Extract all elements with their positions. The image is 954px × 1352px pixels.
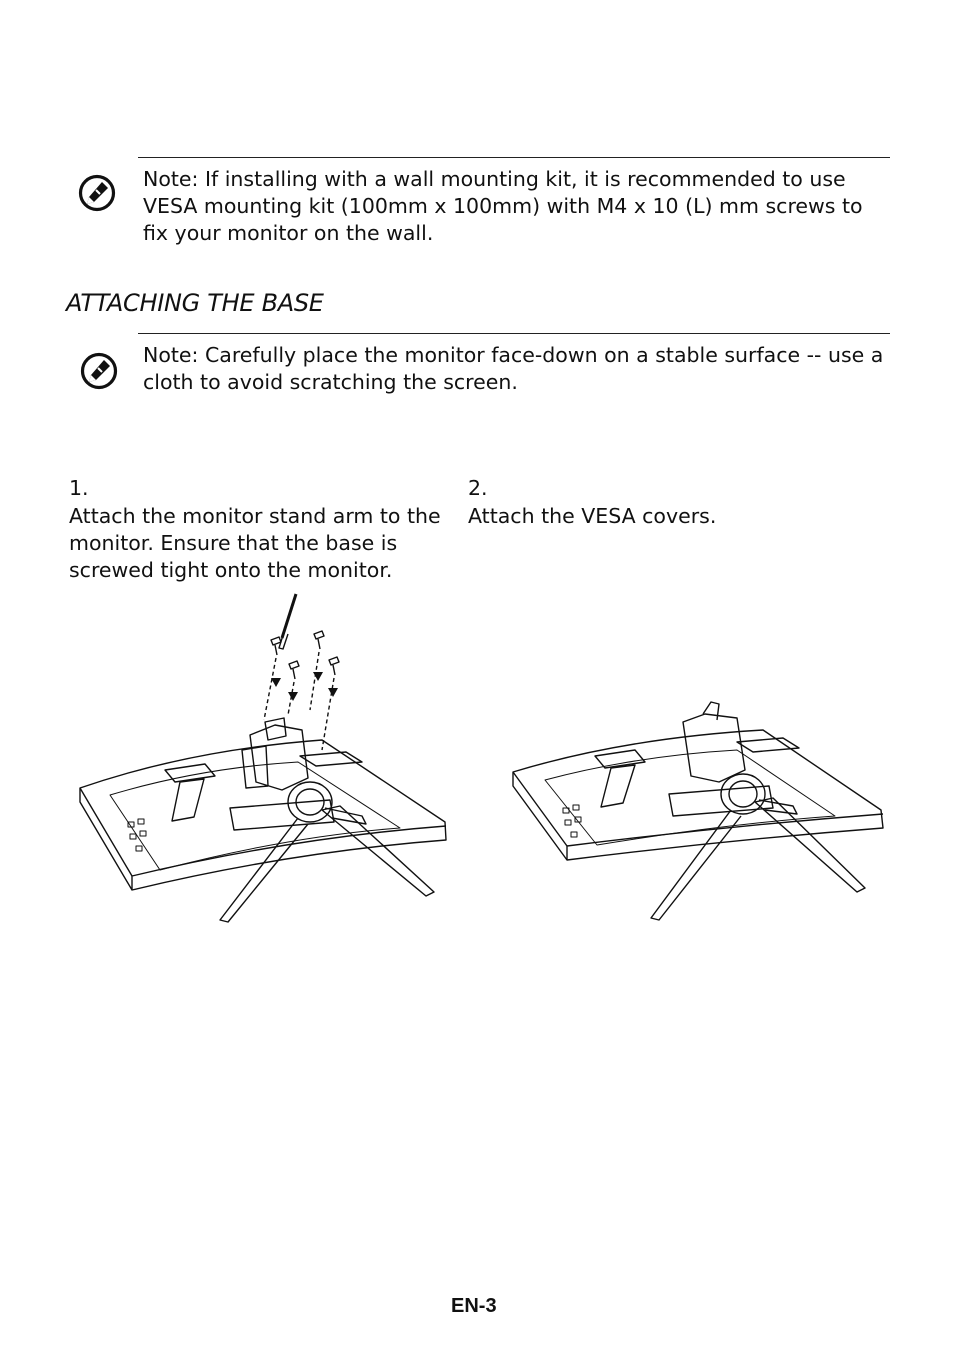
step-text: Attach the VESA covers.	[468, 504, 717, 528]
section-title: ATTACHING THE BASE	[66, 289, 324, 317]
note-icon	[79, 351, 119, 391]
note-top-rule	[138, 157, 890, 158]
note-text: Note: Carefully place the monitor face-down on a stable surface -- use a cloth to avoid scratching the screen.	[143, 343, 884, 394]
step-number: 1.	[69, 476, 89, 500]
monitor-stand-attach-illustration	[70, 590, 460, 930]
step-number: 2.	[468, 476, 488, 500]
note-icon	[77, 173, 117, 213]
note-top-rule	[138, 333, 890, 334]
page-number: EN-3	[451, 1295, 497, 1317]
note-text: Note: If installing with a wall mounting kit, it is recommended to use VESA mounting kit (100mm x 100mm) with M4 x 10 (L) mm screws to fix your monitor on the wall.	[143, 167, 863, 245]
vesa-covers-illustration	[505, 700, 895, 930]
step-text: Attach the monitor stand arm to the monitor. Ensure that the base is screwed tight onto the monitor.	[69, 504, 441, 582]
